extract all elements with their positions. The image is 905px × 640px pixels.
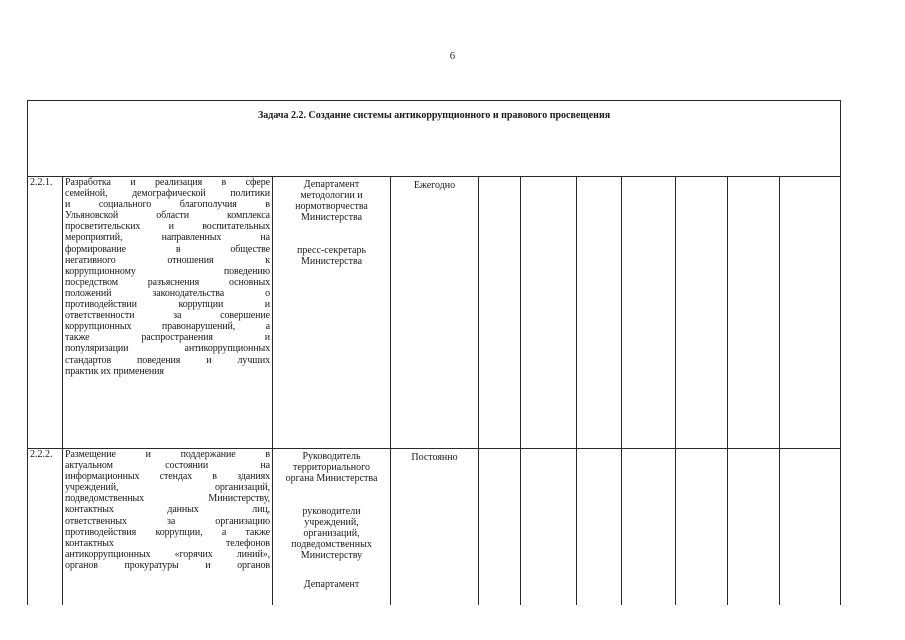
empty-cell <box>521 449 577 606</box>
description-line: учреждений, организаций, <box>65 482 270 494</box>
row-term: Ежегодно <box>391 177 479 449</box>
description-line: негативного отношения к <box>65 254 270 266</box>
responsible-line: органа Министерства <box>285 473 378 484</box>
description-line: коррупционному поведению <box>65 265 270 277</box>
responsible-line: Руководитель <box>302 451 361 462</box>
empty-cell <box>780 177 841 449</box>
description-line: антикоррупционных «горячих линий», <box>65 548 270 560</box>
description-line: Разработка и реализация в сфере <box>65 177 270 188</box>
row-responsible <box>273 449 391 606</box>
description-line: семейной, демографической политики <box>65 188 270 200</box>
description-line: подведомственных Министерству, <box>65 493 270 505</box>
empty-cell <box>622 449 676 606</box>
table-row <box>28 177 841 449</box>
measures-table <box>27 100 841 605</box>
responsible-line: Департамент <box>303 579 360 590</box>
table-row <box>28 449 841 606</box>
description-line: контактных телефонов <box>65 537 270 549</box>
description-line: ответственных за организацию <box>65 515 270 527</box>
description-line: коррупционных правонарушений, а <box>65 321 270 333</box>
responsible-line: учреждений, <box>304 517 359 528</box>
empty-cell <box>676 177 728 449</box>
responsible-line: пресс-секретарь <box>296 245 367 256</box>
description-line: стандартов поведения и лучших <box>65 354 270 366</box>
responsible-line: методологии и <box>300 190 363 201</box>
description-line: Ульяновской области комплекса <box>65 210 270 222</box>
row-description <box>63 177 273 449</box>
row-responsible <box>273 177 391 449</box>
description-line: противодействии коррупции и <box>65 299 270 311</box>
responsible-line: Департамент <box>303 179 360 190</box>
description-line: практик их применения <box>65 365 164 377</box>
row-number: 2.2.1. <box>28 177 63 449</box>
responsible-line: Министерству <box>300 550 363 561</box>
description-line: посредством разъяснения основных <box>65 276 270 288</box>
task-title: Задача 2.2. Создание системы антикоррупционного и правового просвещения <box>28 101 841 177</box>
empty-cell <box>780 449 841 606</box>
empty-cell <box>577 177 622 449</box>
description-line: Размещение и поддержание в <box>65 449 270 460</box>
description-line: контактных данных лиц, <box>65 504 270 516</box>
description-line: популяризации антикоррупционных <box>65 343 270 355</box>
description-line: актуальном состоянии на <box>65 460 270 472</box>
empty-cell <box>728 449 780 606</box>
responsible-line: руководители <box>302 506 361 517</box>
row-description <box>63 449 273 606</box>
description-line: и социального благополучия в <box>65 199 270 211</box>
description-line: ответственности за совершение <box>65 310 270 322</box>
empty-cell <box>676 449 728 606</box>
responsible-line: организаций, <box>303 528 360 539</box>
empty-cell <box>728 177 780 449</box>
responsible-line: подведомственных <box>291 539 372 550</box>
task-heading-row <box>28 101 841 177</box>
description-line: мероприятий, направленных на <box>65 232 270 244</box>
description-line: просветительских и воспитательных <box>65 221 270 233</box>
responsible-line: Министерства <box>300 256 363 267</box>
row-term: Постоянно <box>391 449 479 606</box>
responsible-line: территориального <box>292 462 371 473</box>
empty-cell <box>479 177 521 449</box>
row-number: 2.2.2. <box>28 449 63 606</box>
description-line: положений законодательства о <box>65 287 270 299</box>
description-line: информационных стендах в зданиях <box>65 471 270 483</box>
empty-cell <box>622 177 676 449</box>
description-line: органов прокуратуры и органов <box>65 559 270 571</box>
description-line: формирование в обществе <box>65 243 270 255</box>
responsible-line: Министерства <box>300 212 363 223</box>
responsible-line: нормотворчества <box>295 201 368 212</box>
description-line: также распространения и <box>65 332 270 344</box>
description-line: противодействия коррупции, а также <box>65 526 270 538</box>
empty-cell <box>521 177 577 449</box>
page-number: 6 <box>449 50 456 62</box>
empty-cell <box>577 449 622 606</box>
empty-cell <box>479 449 521 606</box>
